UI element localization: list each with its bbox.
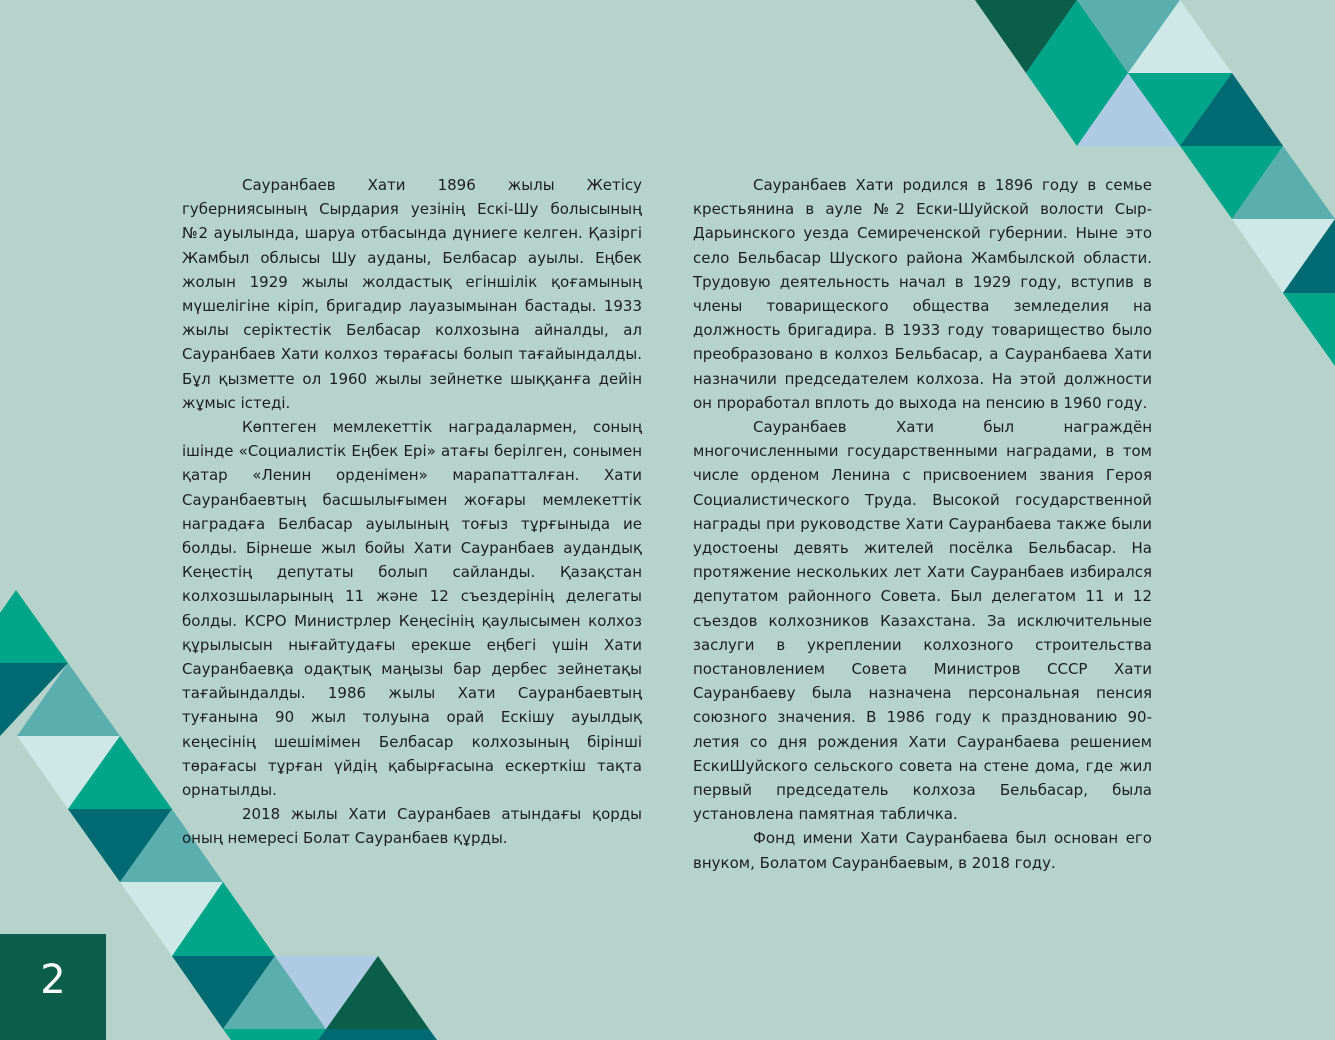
kazakh-paragraph-3: 2018 жылы Хати Сауранбаев атындағы қорды оның немересі Болат Сауранбаев құрды.	[182, 805, 642, 848]
kazakh-text-column	[182, 173, 642, 851]
kazakh-paragraph-2: Көптеген мемлекеттік наградалармен, соның ішінде «Социалистік Еңбек Ері» атағы берілген, сонымен қатар «Ленин орденімен» марапатталған. Хати Сауранбаевтың басшылығымен жоғары мемлекеттік наградаға Белбасар ауылының тоғыз тұрғыныда ие болды. Бірнеше жыл бойы Хати Сауранбаев аудандық Кеңестің депутаты болып сайланды. Қазақстан колхозшыларының 11 және 12 съездерінің делегаты болды. КСРО Министрлер Кеңесінің қаулысымен колхоз құрылысын нығайтудағы ерекше еңбегі үшін Хати Сауранбаевқа одақтық маңызы бар дербес зейнетақы тағайындалды. 1986 жылы Хати Сауранбаевтың туғанына 90 жыл толуына орай Ескішу ауылдық кеңесінің шешімімен Белбасар колхозының бірінші төрағасы тұрған үйдің қабырғасына ескерткіш тақта орнатылды.	[182, 418, 642, 800]
kazakh-paragraph-1: Сауранбаев Хати 1896 жылы Жетісу губерниясының Сырдария уезінің Ескі-Шу болысының №2 ауылында, шаруа отбасында дүниеге келген. Қазіргі Жамбыл облысы Шу ауданы, Белбасар ауылы. Еңбек жолын 1929 жылы жолдастық егіншілік қоғамының мүшелігіне кіріп, бригадир лауазымынан бастады. 1933 жылы серіктестік Белбасар колхозына айналды, ал Сауранбаев Хати колхоз төрағасы болып тағайындалды. Бұл қызметте ол 1960 жылы зейнетке шыққанға дейін жұмыс істеді.	[182, 176, 642, 412]
russian-paragraph-3: Фонд имени Хати Сауранбаева был основан его внуком, Болатом Сауранбаевым, в 2018 году.	[693, 829, 1152, 872]
page-number: 2	[40, 957, 66, 1003]
russian-paragraph-1: Сауранбаев Хати родился в 1896 году в семье крестьянина в ауле №2 Ески-Шуйской волости Сыр-Дарьинского уезда Семиреченской губернии. Ныне это село Бельбасар Шуского района Жамбылской области. Трудовую деятельность начал в 1929 году, вступив в члены товарищеского общества земледелия на должность бригадира. В 1933 году товарищество было преобразовано в колхоз Бельбасар, а Сауранбаева Хати назначили председателем колхоза. На этой должности он проработал вплоть до выхода на пенсию в 1960 году.	[693, 176, 1152, 412]
page-number-box	[0, 934, 106, 1040]
russian-paragraph-2: Сауранбаев Хати был награждён многочисленными государственными наградами, в том числе орденом Ленина с присвоением звания Героя Социалистического Труда. Высокой государственной награды при руководстве Хати Сауранбаева также были удостоены девять жителей посёлка Бельбасар. На протяжение нескольких лет Хати Сауранбаев избирался депутатом районного Совета. Был делегатом 11 и 12 съездов колхозников Казахстана. За исключительные заслуги в укреплении колхозного строительства постановлением Совета Министров СССР Хати Сауранбаеву была назначена персональная пенсия союзного значения. В 1986 году к празднованию 90-летия со дня рождения Хати Сауранбаева решением ЕскиШуйского сельского совета на стене дома, где жил первый председатель колхоза Бельбасар, была установлена памятная табличка.	[693, 418, 1152, 824]
russian-text-column	[693, 173, 1152, 875]
